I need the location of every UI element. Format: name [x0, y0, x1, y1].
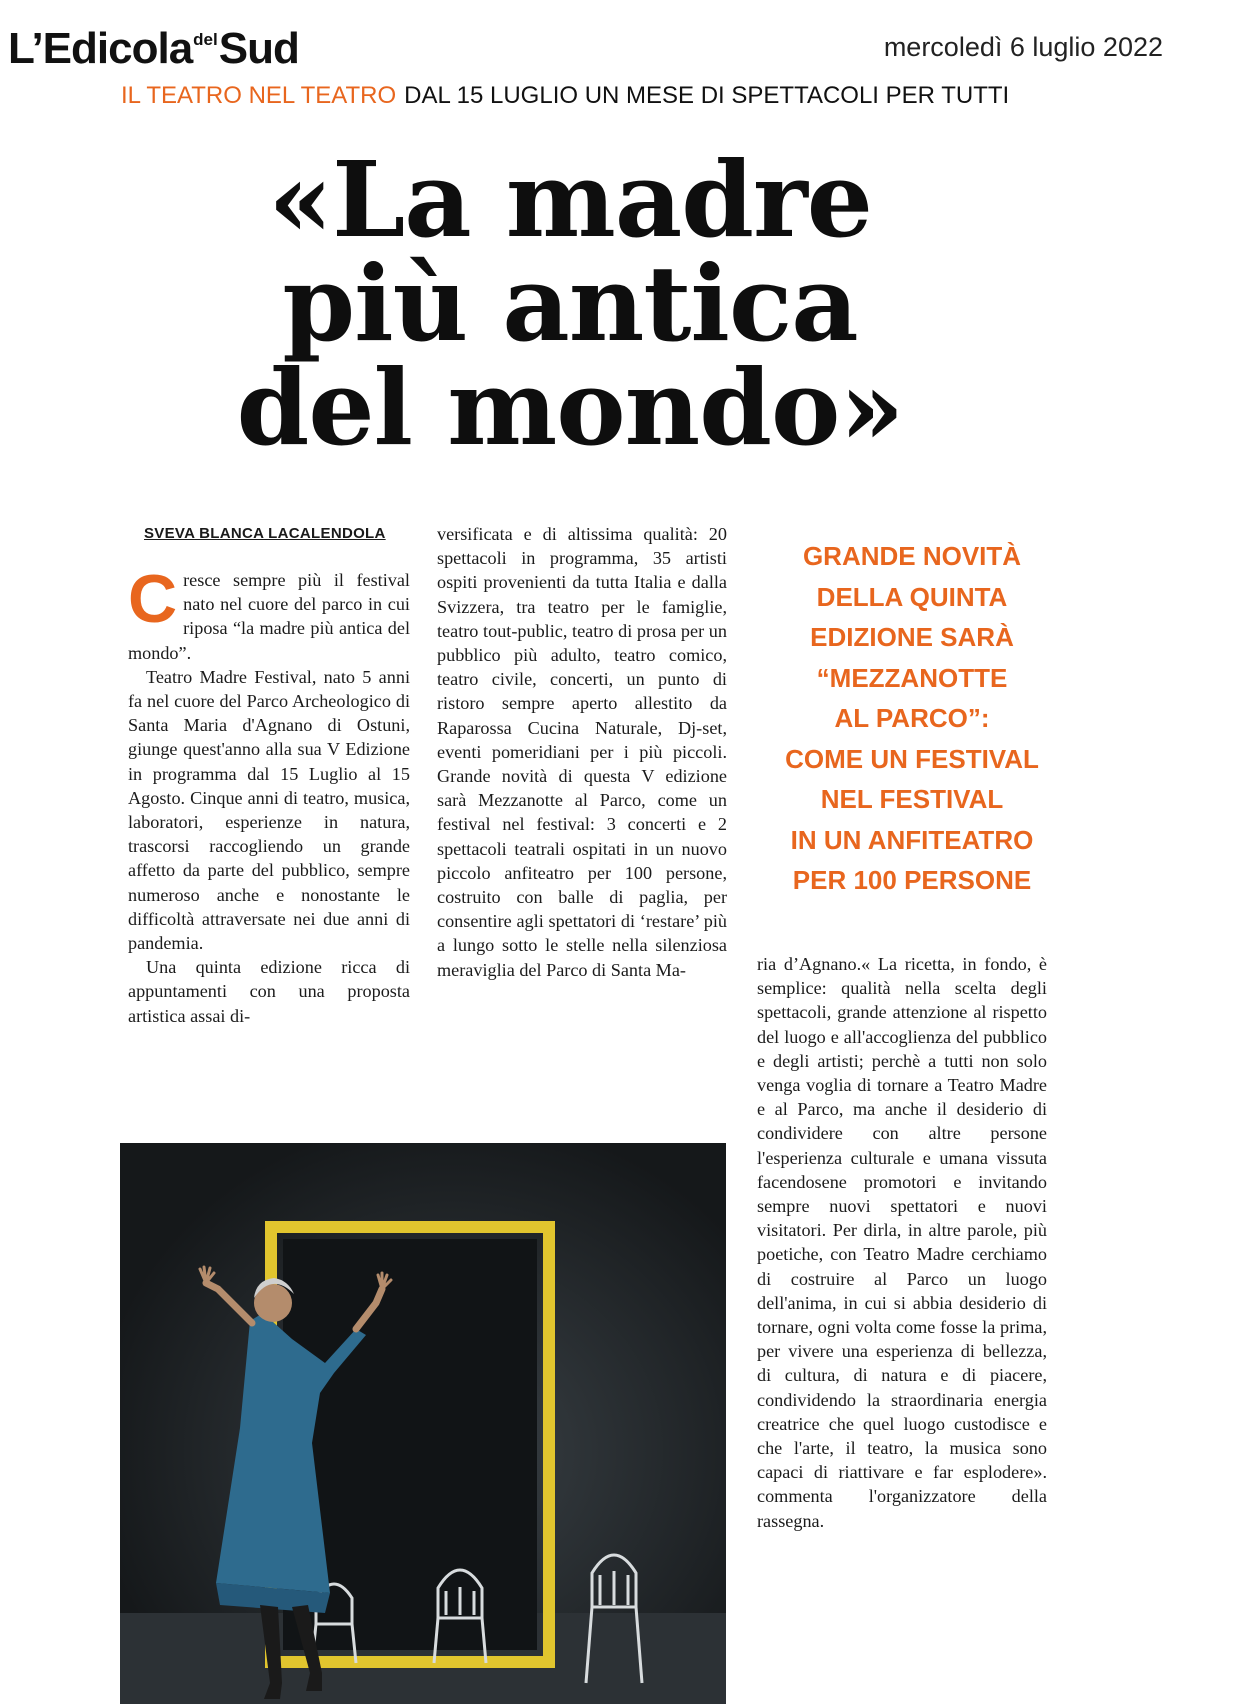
article-text: resce sempre più il festival nato nel cuore del parco in cui riposa “la madre più antica del mondo”.: [128, 570, 410, 663]
article-paragraph: Una quinta edizione ricca di appuntamenti con una proposta artistica assai di-: [128, 957, 410, 1026]
headline-line-2: più antica: [282, 242, 858, 365]
pull-quote-line: AL PARCO”:: [834, 703, 990, 733]
pull-quote-line: GRANDE NOVITÀ: [802, 541, 1022, 571]
pull-quote-line: PER 100 PERSONE: [792, 865, 1032, 895]
kicker-subtitle: DAL 15 LUGLIO UN MESE DI SPETTACOLI PER TUTTI: [404, 82, 1010, 109]
headline-line-1: «La madre: [268, 138, 872, 261]
stage-photo: [120, 1143, 726, 1704]
article-column-3: [757, 952, 1047, 1533]
kicker: [121, 82, 1009, 110]
article-paragraph: versificata e di altissima qualità: 20 spettacoli in programma, 35 artisti ospiti provenienti da tutta Italia e dalla Svizzera, tra teatro per le famiglie, teatro tout-public, teatro di prosa per un pubblico più adulto, teatro comico, teatro civile, concerti, un punto di ristoro sempre aperto allestito da Raparossa Cucina Naturale, Dj-set, eventi pomeridiani per i più piccoli. Grande novità di questa V edizione sarà Mezzanotte al Parco, come un festival nel festival: 3 concerti e 2 spettacoli teatrali ospitati in un nuovo piccolo anfiteatro per 100 persone, costruito con balle di paglia, per consentire agli spettatori di ‘restare’ più a lungo sotto le stelle nella silenziosa meraviglia del Parco di Santa Ma-: [437, 524, 727, 980]
article-paragraph: [128, 561, 410, 665]
pull-quote-line: “MEZZANOTTE: [816, 662, 1008, 693]
kicker-section: IL TEATRO NEL TEATRO: [121, 82, 397, 109]
pull-quote-line: DELLA QUINTA: [816, 581, 1008, 612]
stage-photo-illustration: [120, 1143, 726, 1704]
issue-date: mercoledì 6 luglio 2022: [883, 32, 1163, 62]
article-paragraph: Teatro Madre Festival, nato 5 anni fa nel cuore del Parco Archeologico di Santa Maria d'Agnano di Ostuni, giunge quest'anno alla sua V Edizione in programma dal 15 Luglio al 15 Agosto. Cinque anni di teatro, musica, laboratori, esperienze in natura, trascorsi raccogliendo un grande affetto da parte del pubblico, sempre numeroso anche e nonostante le difficoltà attraversate nei due anni di pandemia.: [128, 666, 410, 954]
masthead-logo: [8, 24, 299, 74]
article-paragraph: ria d’Agnano.« La ricetta, in fondo, è semplice: qualità nella scelta degli spettacoli, grande attenzione al rispetto del luogo e all'accoglienza del pubblico e degli artisti; perchè a tutti non solo venga voglia di tornare a Teatro Madre e al Parco, ma anche il desiderio di condividere con altre persone l'esperienza culturale e umana vissuta facendosene promotori e invitando sempre nuovi spettatori e nuovi visitatori. Per dirla, in altre parole, più poetiche, con Teatro Madre cerchiamo di costruire al Parco un luogo dell'anima, in cui si abbia desiderio di tornare, ogni volta come fosse la prima, per vivere una esperienza di bellezza, di cultura, di natura e di piacere, condividendo la straordinaria energia creatrice che quel luogo custodisce e che l'arte, il teatro, la musica sono capaci di riattivare e far esplodere». commenta l'organizzatore della rassegna.: [757, 954, 1047, 1531]
masthead-name-left: L’Edicola: [8, 24, 193, 73]
pull-quote: [752, 536, 1072, 901]
article-column-2: [437, 522, 727, 982]
headline-line-3: del mondo»: [236, 346, 904, 469]
pull-quote-line: EDIZIONE SARÀ: [810, 622, 1014, 652]
pull-quote-line: COME UN FESTIVAL: [785, 743, 1039, 774]
pull-quote-line: NEL FESTIVAL: [820, 784, 1004, 814]
byline: SVEVA BLANCA LACALENDOLA: [144, 525, 386, 542]
article-column-1: [128, 561, 410, 1028]
masthead-name-right: Sud: [218, 24, 299, 73]
masthead-name-small: del: [193, 30, 218, 49]
headline: [0, 138, 1140, 469]
dropcap: C: [128, 561, 178, 637]
pull-quote-line: IN UN ANFITEATRO: [790, 824, 1034, 855]
